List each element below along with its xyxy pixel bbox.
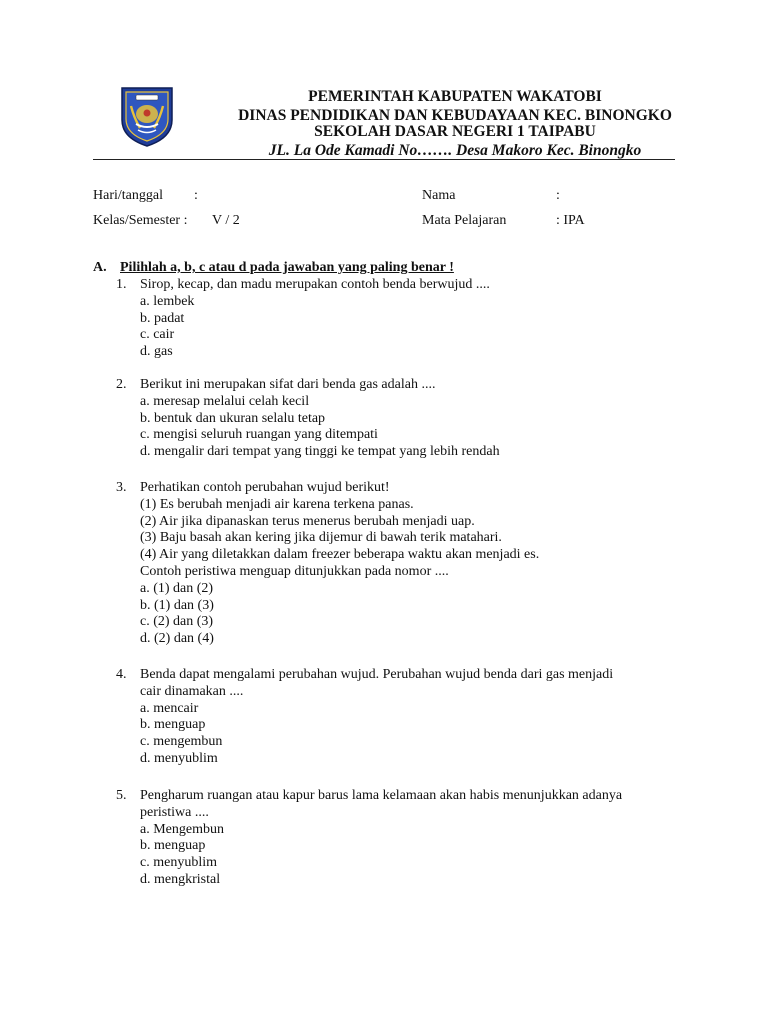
question-item [116, 667, 686, 768]
answer-option: d. (2) dan (4) [140, 631, 214, 647]
answer-option: a. (1) dan (2) [140, 580, 214, 596]
wakatobi-emblem-icon [118, 84, 176, 148]
nama-colon: : [556, 188, 560, 203]
question-text: Pengharum ruangan atau kapur barus lama kelamaan akan habis menunjukkan adanya [140, 788, 623, 803]
question-number: 4. [116, 667, 127, 682]
question-text: cair dinamakan .... [140, 683, 244, 699]
question-text: Berikut ini merupakan sifat dari benda gas adalah .... [140, 377, 436, 392]
question-item [116, 480, 686, 648]
question-body [140, 667, 686, 768]
question-body [140, 377, 686, 461]
header-government: PEMERINTAH KABUPATEN WAKATOBI [308, 88, 602, 105]
question-item [116, 788, 686, 889]
answer-option: d. menyublim [140, 750, 218, 766]
question-body [140, 480, 686, 648]
question-number: 3. [116, 480, 127, 495]
section-a-heading [93, 260, 454, 276]
answer-option: b. (1) dan (3) [140, 597, 214, 613]
answer-option: b. menguap [140, 717, 206, 733]
question-text: (2) Air jika dipanaskan terus menerus berubah menjadi uap. [140, 513, 475, 529]
question-text: peristiwa .... [140, 804, 209, 820]
header-department: DINAS PENDIDIKAN DAN KEBUDAYAAN KEC. BINONGKO [238, 107, 672, 124]
answer-option: d. gas [140, 344, 173, 360]
question-number: 5. [116, 788, 127, 803]
mata-pelajaran-label: Mata Pelajaran [422, 213, 507, 228]
answer-option: c. (2) dan (3) [140, 614, 214, 630]
nama-label: Nama [422, 188, 456, 203]
answer-option: d. mengkristal [140, 871, 221, 887]
question-text: Sirop, kecap, dan madu merupakan contoh benda berwujud .... [140, 277, 490, 292]
answer-option: d. mengalir dari tempat yang tinggi ke tempat yang lebih rendah [140, 444, 500, 460]
header-divider [93, 159, 675, 160]
kelas-semester-label: Kelas/Semester : [93, 213, 188, 228]
question-text: Benda dapat mengalami perubahan wujud. Perubahan wujud benda dari gas menjadi [140, 667, 614, 682]
answer-option: c. menyublim [140, 855, 217, 871]
question-text: Contoh peristiwa menguap ditunjukkan pada nomor .... [140, 563, 449, 579]
answer-option: c. mengisi seluruh ruangan yang ditempati [140, 427, 378, 443]
answer-option: b. bentuk dan ukuran selalu tetap [140, 410, 326, 426]
answer-option: a. mencair [140, 700, 199, 716]
answer-option: a. lembek [140, 293, 195, 309]
section-letter: A. [93, 260, 107, 275]
question-number: 1. [116, 277, 127, 292]
kelas-semester-value: V / 2 [212, 213, 240, 228]
hari-tanggal-label: Hari/tanggal [93, 188, 163, 203]
section-instruction: Pilihlah a, b, c atau d pada jawaban yang paling benar ! [120, 260, 454, 275]
mata-pelajaran-value: : IPA [556, 213, 585, 228]
header-school: SEKOLAH DASAR NEGERI 1 TAIPABU [314, 123, 596, 140]
question-text: Perhatikan contoh perubahan wujud berikut! [140, 480, 390, 495]
hari-tanggal-colon: : [194, 188, 198, 203]
question-item [116, 277, 686, 361]
question-number: 2. [116, 377, 127, 392]
question-text: (4) Air yang diletakkan dalam freezer beberapa waktu akan menjadi es. [140, 547, 540, 563]
question-body [140, 277, 686, 361]
answer-option: b. menguap [140, 838, 206, 854]
question-text: (3) Baju basah akan kering jika dijemur di bawah terik matahari. [140, 530, 502, 546]
answer-option: c. mengembun [140, 734, 223, 750]
answer-option: a. meresap melalui celah kecil [140, 393, 310, 409]
answer-option: b. padat [140, 310, 185, 326]
answer-option: a. Mengembun [140, 821, 224, 837]
header-address: JL. La Ode Kamadi No……. Desa Makoro Kec. Binongko [268, 142, 642, 159]
question-body [140, 788, 686, 889]
question-item [116, 377, 686, 461]
answer-option: c. cair [140, 327, 175, 343]
question-text: (1) Es berubah menjadi air karena terkena panas. [140, 496, 414, 512]
